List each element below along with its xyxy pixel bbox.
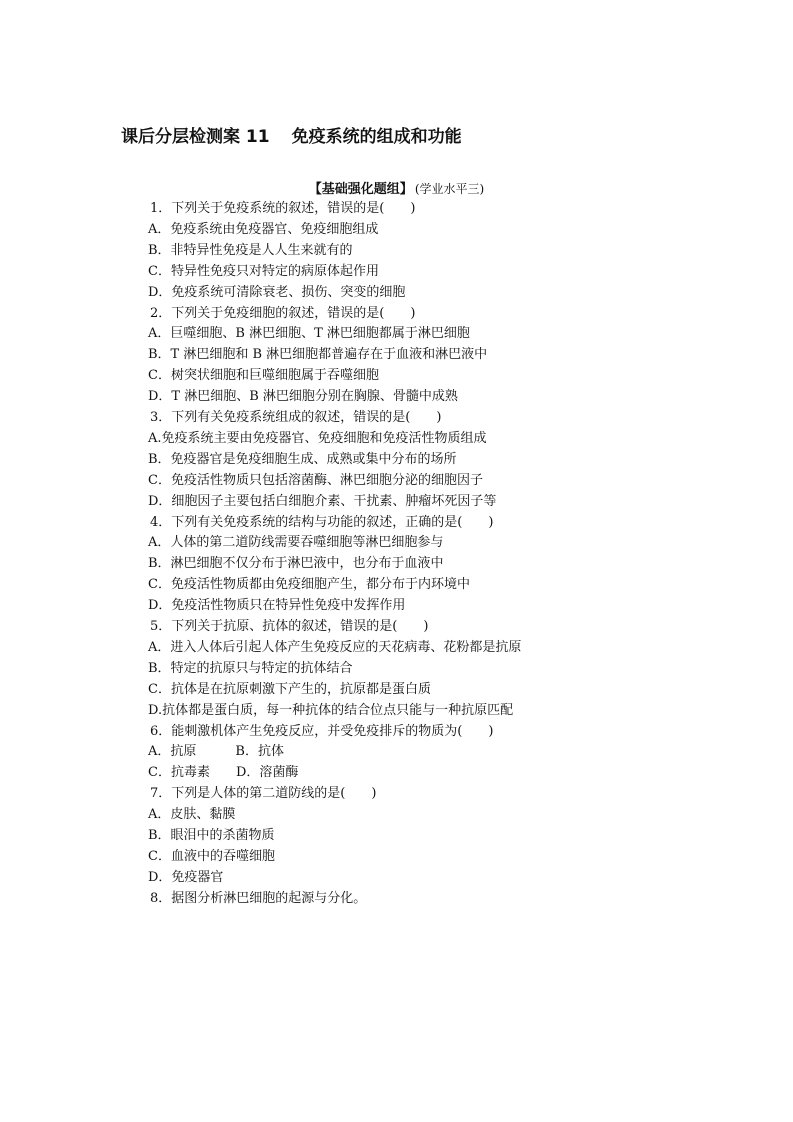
answer-option: B．淋巴细胞不仅分布于淋巴液中，也分布于血液中 [148,556,444,572]
section-heading [0,178,793,197]
answer-option: D.抗体都是蛋白质，每一种抗体的结合位点只能与一种抗原匹配 [148,702,514,718]
answer-option: B．特定的抗原只与特定的抗体结合 [148,660,353,676]
question-stem: 2．下列关于免疫细胞的叙述，错误的是( ) [150,305,416,321]
answer-option: C．树突状细胞和巨噬细胞属于吞噬细胞 [148,368,379,384]
title-lesson: 课后分层检测案 11 [121,127,270,147]
answer-option: A．抗原 B．抗体 [148,744,284,760]
question-stem: 3．下列有关免疫系统组成的叙述，错误的是( ) [150,410,442,425]
answer-option: B．T 淋巴细胞和 B 淋巴细胞都普遍存在于血液和淋巴液中 [148,347,488,363]
question-stem: 1．下列关于免疫系统的叙述，错误的是( ) [150,201,416,216]
answer-option: A.免疫系统主要由免疫器官、免疫细胞和免疫活性物质组成 [148,430,487,446]
answer-option: D．细胞因子主要包括白细胞介素、干扰素、肿瘤坏死因子等 [148,493,497,509]
answer-option: D．免疫系统可清除衰老、损伤、突变的细胞 [148,284,406,300]
answer-option: B．免疫器官是免疫细胞生成、成熟或集中分布的场所 [148,451,457,467]
answer-option: C．免疫活性物质都由免疫细胞产生，都分布于内环境中 [148,577,470,593]
answer-option: C．免疫活性物质只包括溶菌酶、淋巴细胞分泌的细胞因子 [148,472,483,488]
page-title [121,122,462,147]
answer-option: B．眼泪中的杀菌物质 [148,828,275,843]
question-stem: 6．能刺激机体产生免疫反应，并受免疫排斥的物质为( ) [150,723,494,739]
question-stem: 7．下列是人体的第二道防线的是( ) [150,786,377,802]
question-stem: 5．下列关于抗原、抗体的叙述，错误的是( ) [150,619,429,634]
section-level: (学业水平三) [414,182,485,196]
answer-option: C．血液中的吞噬细胞 [148,848,275,864]
answer-option: A．免疫系统由免疫器官、免疫细胞组成 [148,221,379,237]
title-topic: 免疫系统的组成和功能 [291,127,462,147]
section-name: 【基础强化题组】 [308,182,413,197]
answer-option: A．进入人体后引起人体产生免疫反应的天花病毒、花粉都是抗原 [148,639,522,655]
answer-option: A．人体的第二道防线需要吞噬细胞等淋巴细胞参与 [148,535,444,551]
answer-option: D．免疫活性物质只在特异性免疫中发挥作用 [148,598,406,614]
answer-option: D．T 淋巴细胞、B 淋巴细胞分别在胸腺、骨髓中成熟 [148,389,458,405]
answer-option: D．免疫器官 [148,869,224,885]
question-stem: 4．下列有关免疫系统的结构与功能的叙述，正确的是( ) [150,514,494,530]
question-stem: 8．据图分析淋巴细胞的起源与分化。 [150,890,367,906]
answer-option: C．抗毒素 D．溶菌酶 [148,765,299,781]
answer-option: C．抗体是在抗原刺激下产生的，抗原都是蛋白质 [148,681,431,697]
answer-option: B．非特异性免疫是人人生来就有的 [148,242,353,258]
answer-option: A．巨噬细胞、B 淋巴细胞、T 淋巴细胞都属于淋巴细胞 [148,326,470,342]
answer-option: A．皮肤、黏膜 [148,807,236,823]
answer-option: C．特异性免疫只对特定的病原体起作用 [148,263,379,279]
